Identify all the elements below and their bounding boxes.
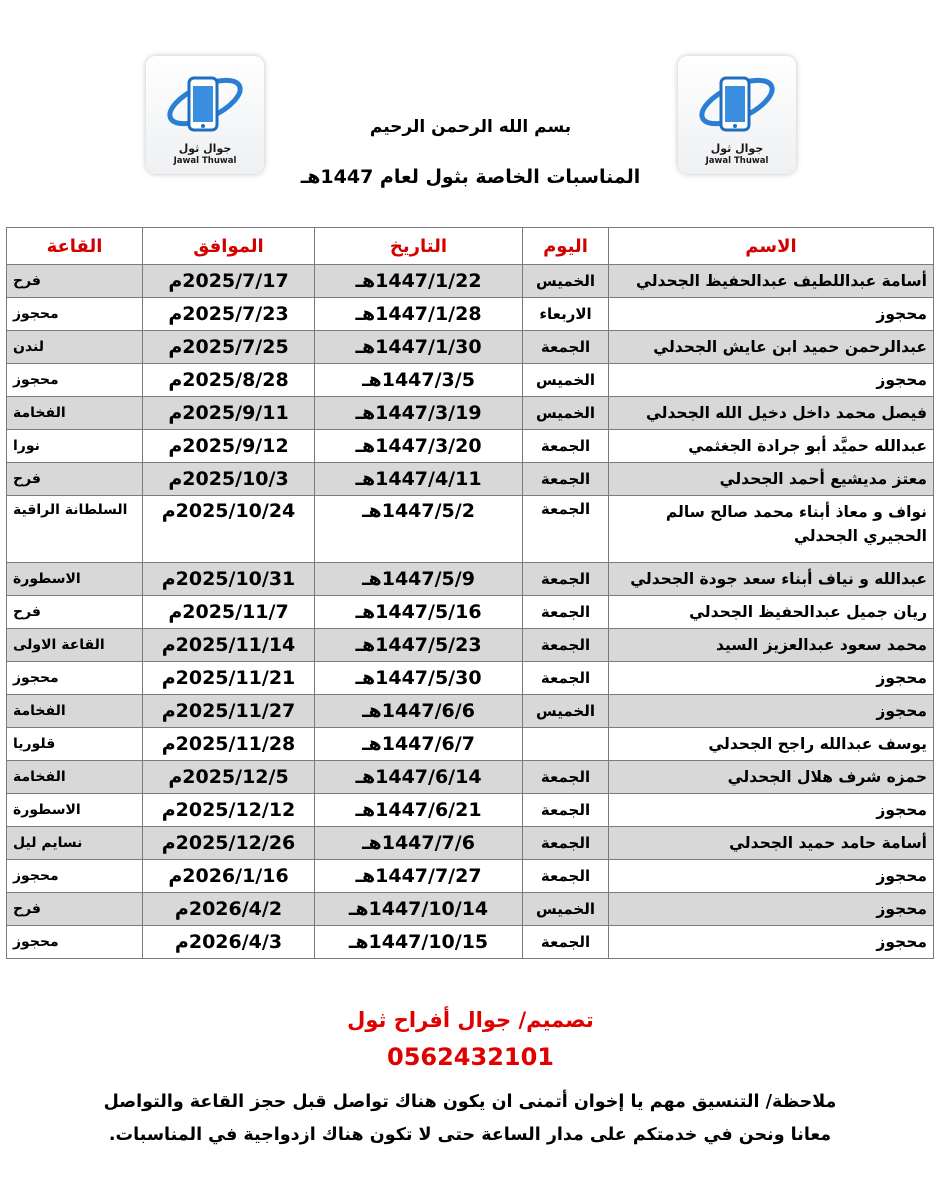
table-row [7,496,934,563]
cell-name: محمد سعود عبدالعزيز السيد [609,629,934,662]
cell-name: حمزه شرف هلال الجحدلي [609,761,934,794]
cell-gregorian-date: 2025/9/11م [143,397,315,430]
cell-hijri-date: 1447/6/14هـ [315,761,523,794]
cell-name: يوسف عبدالله راجح الجحدلي [609,728,934,761]
cell-hall: الاسطورة [7,794,143,827]
table-row [7,827,934,860]
cell-hall: نورا [7,430,143,463]
cell-gregorian-date: 2025/10/3م [143,463,315,496]
cell-hall: قلوريا [7,728,143,761]
cell-name: فيصل محمد داخل دخيل الله الجحدلي [609,397,934,430]
cell-hijri-date: 1447/10/15هـ [315,926,523,959]
cell-name: محجوز [609,364,934,397]
table-row [7,563,934,596]
cell-hall: نسايم ليل [7,827,143,860]
cell-day: الجمعة [523,926,609,959]
cell-hall: محجوز [7,860,143,893]
cell-hall: محجوز [7,298,143,331]
cell-day: الجمعة [523,496,609,563]
cell-hijri-date: 1447/7/27هـ [315,860,523,893]
cell-hijri-date: 1447/1/28هـ [315,298,523,331]
cell-day: الخميس [523,364,609,397]
cell-gregorian-date: 2025/7/17م [143,265,315,298]
cell-hijri-date: 1447/3/19هـ [315,397,523,430]
cell-day: الجمعة [523,563,609,596]
cell-gregorian-date: 2025/11/28م [143,728,315,761]
cell-hijri-date: 1447/1/22هـ [315,265,523,298]
cell-day: الجمعة [523,331,609,364]
cell-name: محجوز [609,794,934,827]
cell-hall: فرح [7,463,143,496]
table-row [7,728,934,761]
cell-name: محجوز [609,926,934,959]
cell-day: الخميس [523,397,609,430]
table-row [7,629,934,662]
table-row [7,761,934,794]
cell-hall: محجوز [7,926,143,959]
cell-gregorian-date: 2025/11/14م [143,629,315,662]
bismillah: بسم الله الرحمن الرحيم [369,117,572,137]
cell-gregorian-date: 2026/4/2م [143,893,315,926]
cell-gregorian-date: 2025/12/26م [143,827,315,860]
cell-gregorian-date: 2025/12/5م [143,761,315,794]
cell-hijri-date: 1447/5/9هـ [315,563,523,596]
header-day: اليوم [523,228,609,265]
cell-hijri-date: 1447/4/11هـ [315,463,523,496]
cell-name: أسامة عبداللطيف عبدالحفيظ الجحدلي [609,265,934,298]
cell-day: الجمعة [523,662,609,695]
cell-gregorian-date: 2025/7/25م [143,331,315,364]
table-row [7,794,934,827]
table-row [7,265,934,298]
cell-day: الخميس [523,893,609,926]
table-row [7,430,934,463]
logo-english-text: Jawal Thuwal [705,156,769,166]
cell-day [523,728,609,761]
cell-hijri-date: 1447/5/16هـ [315,596,523,629]
cell-hijri-date: 1447/5/30هـ [315,662,523,695]
cell-day: الجمعة [523,629,609,662]
cell-gregorian-date: 2025/10/24م [143,496,315,563]
table-row [7,695,934,728]
cell-hijri-date: 1447/3/5هـ [315,364,523,397]
cell-hall: فرح [7,596,143,629]
cell-gregorian-date: 2026/4/3م [143,926,315,959]
header-gregorian-date: الموافق [143,228,315,265]
design-credit: تصميم/ جوال أفراح ثول [347,1008,594,1032]
header-name: الاسم [609,228,934,265]
cell-name: عبدالله حميَّد أبو جرادة الجغثمي [609,430,934,463]
jawal-thuwal-logo-right [678,56,796,174]
cell-day: الجمعة [523,430,609,463]
cell-day: الجمعة [523,827,609,860]
cell-hijri-date: 1447/6/6هـ [315,695,523,728]
cell-hall: محجوز [7,662,143,695]
table-header-row [7,228,934,265]
cell-name: محجوز [609,695,934,728]
header-hall: القاعة [7,228,143,265]
cell-gregorian-date: 2026/1/16م [143,860,315,893]
table-row [7,860,934,893]
cell-gregorian-date: 2025/8/28م [143,364,315,397]
cell-gregorian-date: 2025/12/12م [143,794,315,827]
table-row [7,926,934,959]
table-row [7,397,934,430]
table-row [7,298,934,331]
cell-hall: الفخامة [7,761,143,794]
page-title: المناسبات الخاصة بثول لعام 1447هـ [300,166,641,188]
cell-hall: محجوز [7,364,143,397]
cell-hall: الفخامة [7,397,143,430]
logo-english-text: Jawal Thuwal [173,156,237,166]
cell-name: محجوز [609,662,934,695]
cell-hijri-date: 1447/1/30هـ [315,331,523,364]
table-row [7,596,934,629]
cell-hijri-date: 1447/5/23هـ [315,629,523,662]
cell-name: محجوز [609,860,934,893]
cell-hall: القاعة الاولى [7,629,143,662]
logo-arabic-text: جوال ثول [710,142,764,155]
table-row [7,662,934,695]
events-table [6,227,934,959]
cell-hall: لندن [7,331,143,364]
cell-gregorian-date: 2025/9/12م [143,430,315,463]
cell-hall: الفخامة [7,695,143,728]
cell-gregorian-date: 2025/11/27م [143,695,315,728]
cell-day: الجمعة [523,463,609,496]
cell-day: الجمعة [523,596,609,629]
cell-gregorian-date: 2025/11/7م [143,596,315,629]
cell-day: الجمعة [523,860,609,893]
phone-number: 0562432101 [387,1043,554,1071]
cell-day: الخميس [523,265,609,298]
cell-gregorian-date: 2025/10/31م [143,563,315,596]
cell-hall: فرح [7,265,143,298]
cell-gregorian-date: 2025/11/21م [143,662,315,695]
cell-name: محجوز [609,893,934,926]
cell-name: ريان جميل عبدالحفيظ الجحدلي [609,596,934,629]
header-hijri-date: التاريخ [315,228,523,265]
cell-name: نواف و معاذ أبناء محمد صالح سالم الحجيري الجحدلي [609,496,934,563]
cell-name: معتز مديشيع أحمد الجحدلي [609,463,934,496]
cell-name: عبدالله و نياف أبناء سعد جودة الجحدلي [609,563,934,596]
cell-hijri-date: 1447/7/6هـ [315,827,523,860]
cell-name: محجوز [609,298,934,331]
table-row [7,364,934,397]
cell-name: عبدالرحمن حميد ابن عايش الجحدلي [609,331,934,364]
cell-name: أسامة حامد حميد الجحدلي [609,827,934,860]
cell-day: الجمعة [523,794,609,827]
cell-hijri-date: 1447/5/2هـ [315,496,523,563]
cell-hijri-date: 1447/3/20هـ [315,430,523,463]
cell-day: الجمعة [523,761,609,794]
logo-arabic-text: جوال ثول [178,142,232,155]
table-row [7,331,934,364]
cell-hijri-date: 1447/10/14هـ [315,893,523,926]
table-row [7,893,934,926]
table-row [7,463,934,496]
cell-day: الاربعاء [523,298,609,331]
cell-gregorian-date: 2025/7/23م [143,298,315,331]
cell-hijri-date: 1447/6/7هـ [315,728,523,761]
cell-hall: السلطانة الراقية [7,496,143,563]
jawal-thuwal-logo-left [146,56,264,174]
cell-hijri-date: 1447/6/21هـ [315,794,523,827]
cell-hall: الاسطورة [7,563,143,596]
booking-note: ملاحظة/ التنسيق مهم يا إخوان أتمنى ان يكون هناك تواصل قبل حجز القاعة والتواصل معانا ونحن في خدمتكم على مدار الساعة حتى لا تكون هناك ازدواجية في المناسبات. [103,1092,837,1145]
cell-day: الخميس [523,695,609,728]
cell-hall: فرح [7,893,143,926]
